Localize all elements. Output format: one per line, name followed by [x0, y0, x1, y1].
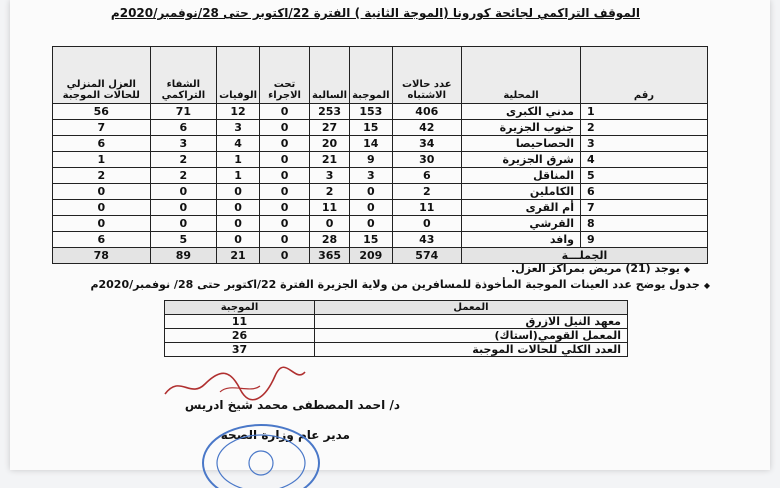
cell-number: 3 [581, 136, 708, 152]
cell-home-isolation: 6 [53, 232, 151, 248]
total-label: الجملـــة [462, 248, 708, 264]
header-lab: المعمل [315, 301, 628, 315]
cell-deaths: 4 [217, 136, 260, 152]
table-row [53, 152, 708, 168]
table-row [53, 184, 708, 200]
cell-number: 5 [581, 168, 708, 184]
cell-positive: 0 [350, 216, 393, 232]
cell-positive: 15 [350, 232, 393, 248]
cell-lab-name: المعمل القومي(استاك) [315, 329, 628, 343]
cell-locality: الكاملين [462, 184, 581, 200]
signatory-name: د/ احمد المصطفى محمد شيخ ادريس [184, 398, 400, 412]
header-pending: تحت الاجراء [260, 47, 310, 104]
cell-pending: 0 [260, 104, 310, 120]
table-row [53, 200, 708, 216]
table-row [53, 104, 708, 120]
cell-number: 2 [581, 120, 708, 136]
cell-recovered: 0 [150, 184, 217, 200]
cell-locality: القرشي [462, 216, 581, 232]
cell-suspected: 0 [392, 216, 461, 232]
cell-suspected: 30 [392, 152, 461, 168]
bullet-icon: ◆ [683, 265, 690, 274]
header-positive: الموجبة [350, 47, 393, 104]
cell-locality: أم القرى [462, 200, 581, 216]
lab-table-caption [90, 278, 710, 291]
cell-positive: 9 [350, 152, 393, 168]
cell-pending: 0 [260, 152, 310, 168]
cell-positive: 0 [350, 200, 393, 216]
cell-deaths: 0 [217, 216, 260, 232]
cell-lab-name: معهد النيل الازرق [315, 315, 628, 329]
cell-number: 7 [581, 200, 708, 216]
cell-negative: 20 [310, 136, 350, 152]
total-recovered: 89 [150, 248, 217, 264]
cell-negative: 253 [310, 104, 350, 120]
cell-number: 1 [581, 104, 708, 120]
cell-negative: 28 [310, 232, 350, 248]
cell-pending: 0 [260, 184, 310, 200]
lab-table [164, 300, 628, 357]
cell-suspected: 6 [392, 168, 461, 184]
total-negative: 365 [310, 248, 350, 264]
cell-recovered: 0 [150, 200, 217, 216]
signatory-title: مدير عام وزارة الصحة [220, 428, 350, 442]
cell-positive: 0 [350, 184, 393, 200]
cell-negative: 0 [310, 216, 350, 232]
cell-negative: 11 [310, 200, 350, 216]
total-positive: 209 [350, 248, 393, 264]
cell-negative: 21 [310, 152, 350, 168]
stamp-seal [196, 418, 326, 488]
table-row [53, 136, 708, 152]
cell-home-isolation: 56 [53, 104, 151, 120]
cell-negative: 3 [310, 168, 350, 184]
table-row [53, 232, 708, 248]
table-row [165, 329, 628, 343]
table-row [165, 315, 628, 329]
cell-number: 8 [581, 216, 708, 232]
header-suspected: عدد حالات الاشتباه [392, 47, 461, 104]
cases-table-header-row [53, 47, 708, 104]
cell-deaths: 1 [217, 152, 260, 168]
cell-lab-positive: 11 [165, 315, 315, 329]
cell-lab-name: العدد الكلي للحالات الموجبة [315, 343, 628, 357]
page-title: الموقف التراكمي لجائحة كورونا (الموجة الثانية ) الفترة 22/اكتوبر حتى 28/نوفمبر/2020م [110, 6, 640, 20]
total-pending: 0 [260, 248, 310, 264]
header-recovered: الشفاء التراكمي [150, 47, 217, 104]
cell-deaths: 0 [217, 184, 260, 200]
header-home-isolation: العزل المنزلي للحالات الموجبة [53, 47, 151, 104]
total-suspected: 574 [392, 248, 461, 264]
table-row [53, 120, 708, 136]
cell-negative: 2 [310, 184, 350, 200]
isolation-note-text: يوجد (21) مريض بمراكز العزل. [511, 262, 680, 275]
cell-suspected: 34 [392, 136, 461, 152]
cell-home-isolation: 0 [53, 184, 151, 200]
cell-deaths: 0 [217, 232, 260, 248]
lab-table-header-row [165, 301, 628, 315]
cell-recovered: 6 [150, 120, 217, 136]
cell-pending: 0 [260, 120, 310, 136]
total-home-isolation: 78 [53, 248, 151, 264]
cell-positive: 3 [350, 168, 393, 184]
table-row [53, 168, 708, 184]
cell-locality: شرق الجزيرة [462, 152, 581, 168]
cell-suspected: 406 [392, 104, 461, 120]
cell-deaths: 3 [217, 120, 260, 136]
header-locality: المحلية [462, 47, 581, 104]
cell-lab-positive: 37 [165, 343, 315, 357]
cell-home-isolation: 2 [53, 168, 151, 184]
cell-deaths: 0 [217, 200, 260, 216]
cell-positive: 153 [350, 104, 393, 120]
cell-home-isolation: 0 [53, 200, 151, 216]
cell-home-isolation: 0 [53, 216, 151, 232]
table-row [53, 216, 708, 232]
cell-locality: المناقل [462, 168, 581, 184]
cell-positive: 15 [350, 120, 393, 136]
table-row [165, 343, 628, 357]
cell-recovered: 5 [150, 232, 217, 248]
header-negative: السالبة [310, 47, 350, 104]
cell-locality: وافد [462, 232, 581, 248]
cell-negative: 27 [310, 120, 350, 136]
cell-locality: الحصاحيصا [462, 136, 581, 152]
cell-home-isolation: 1 [53, 152, 151, 168]
cell-pending: 0 [260, 136, 310, 152]
lab-table-caption-text: جدول يوضح عدد العينات الموجبة المأخوذة للمسافرين من ولاية الجزيرة الفترة 22/اكتوبر حتى 28/ نوفمبر/2020م [90, 278, 700, 291]
cell-recovered: 2 [150, 168, 217, 184]
cell-pending: 0 [260, 216, 310, 232]
header-deaths: الوفيات [217, 47, 260, 104]
cell-suspected: 2 [392, 184, 461, 200]
cell-recovered: 0 [150, 216, 217, 232]
cell-deaths: 1 [217, 168, 260, 184]
cell-recovered: 2 [150, 152, 217, 168]
bullet-icon: ◆ [703, 281, 710, 290]
cell-number: 9 [581, 232, 708, 248]
cell-suspected: 11 [392, 200, 461, 216]
cell-deaths: 12 [217, 104, 260, 120]
cell-pending: 0 [260, 200, 310, 216]
cell-number: 4 [581, 152, 708, 168]
isolation-note [511, 262, 690, 275]
cell-locality: جنوب الجزيرة [462, 120, 581, 136]
cell-lab-positive: 26 [165, 329, 315, 343]
total-deaths: 21 [217, 248, 260, 264]
cases-table [52, 46, 708, 264]
cell-locality: مدني الكبرى [462, 104, 581, 120]
cell-recovered: 71 [150, 104, 217, 120]
cell-recovered: 3 [150, 136, 217, 152]
cell-number: 6 [581, 184, 708, 200]
cell-suspected: 42 [392, 120, 461, 136]
cell-suspected: 43 [392, 232, 461, 248]
document-page [10, 0, 770, 470]
cell-pending: 0 [260, 232, 310, 248]
header-lab-positive: الموجبة [165, 301, 315, 315]
cell-home-isolation: 6 [53, 136, 151, 152]
cell-positive: 14 [350, 136, 393, 152]
cell-pending: 0 [260, 168, 310, 184]
cell-home-isolation: 7 [53, 120, 151, 136]
header-number: رقم [581, 47, 708, 104]
